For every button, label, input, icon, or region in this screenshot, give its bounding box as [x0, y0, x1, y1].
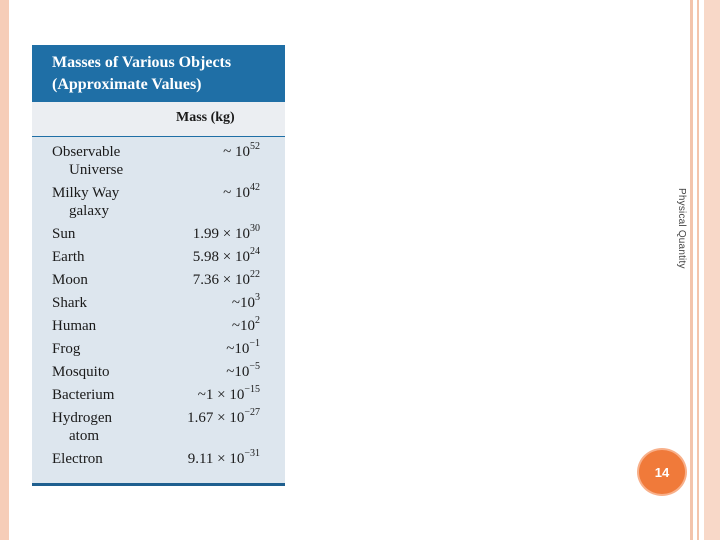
left-decorative-border — [0, 0, 9, 540]
table-title-line2: (Approximate Values) — [52, 76, 202, 93]
table-row — [32, 248, 285, 271]
object-name-text: Shark — [52, 295, 87, 311]
mass-base: 10 — [229, 387, 245, 403]
mass-base: 10 — [235, 249, 250, 265]
object-name — [52, 294, 87, 312]
mass-exponent: −15 — [244, 384, 260, 395]
table-title-line1: Masses of Various Objects — [52, 54, 232, 71]
mass-exponent: 42 — [250, 182, 260, 193]
page-number-badge — [639, 450, 685, 494]
mass-mantissa: 1.67 × — [187, 410, 230, 426]
approx-symbol: ~ — [197, 387, 206, 403]
object-name-continuation: galaxy — [69, 203, 109, 219]
mass-value — [226, 340, 260, 358]
mass-mantissa: 5.98 × — [192, 249, 235, 265]
mass-value — [223, 143, 260, 161]
mass-value — [223, 184, 260, 202]
table-body — [32, 143, 285, 473]
mass-exponent: 2 — [255, 315, 260, 326]
table-row — [32, 340, 285, 363]
mass-value — [193, 248, 260, 266]
mass-exponent: 22 — [250, 269, 260, 280]
object-name-text: Electron — [52, 451, 103, 467]
masses-table — [32, 45, 285, 486]
mass-mantissa: 1.99 × — [192, 226, 235, 242]
object-name — [52, 184, 119, 220]
mass-value — [193, 271, 260, 289]
mass-exponent: 24 — [250, 246, 260, 257]
table-row — [32, 294, 285, 317]
page-number: 14 — [654, 464, 670, 480]
object-name-text: Bacterium — [52, 387, 115, 403]
table-row — [32, 363, 285, 386]
object-name — [52, 225, 75, 243]
table-row — [32, 409, 285, 450]
object-name — [52, 143, 123, 179]
table-row — [32, 225, 285, 248]
mass-value — [226, 363, 260, 381]
object-name — [52, 271, 88, 289]
object-name-text: Hydrogen — [52, 410, 112, 426]
object-name — [52, 409, 112, 445]
object-name — [52, 363, 110, 381]
approx-symbol: ~ — [226, 364, 235, 380]
mass-exponent: −27 — [244, 407, 260, 418]
object-name — [52, 317, 96, 335]
approx-symbol: ~ — [223, 144, 235, 160]
mass-value — [188, 450, 260, 468]
mass-value — [193, 225, 260, 243]
mass-base: 10 — [229, 410, 245, 426]
mass-exponent: 3 — [255, 292, 260, 303]
right-border-band — [704, 0, 720, 540]
object-name — [52, 248, 84, 266]
mass-base: 10 — [234, 364, 250, 380]
side-label: Physical Quantity — [676, 188, 687, 269]
table-row — [32, 143, 285, 184]
mass-base: 10 — [235, 226, 250, 242]
table-row — [32, 386, 285, 409]
mass-value — [187, 409, 260, 427]
object-name-text: Mosquito — [52, 364, 110, 380]
approx-symbol: ~ — [223, 185, 235, 201]
table-row — [32, 271, 285, 294]
mass-base: 10 — [229, 451, 245, 467]
table-row — [32, 184, 285, 225]
approx-symbol: ~ — [231, 318, 240, 334]
right-border-line — [690, 0, 693, 540]
table-row — [32, 450, 285, 473]
column-header-row — [32, 102, 285, 137]
table-title — [32, 45, 285, 102]
object-name — [52, 386, 114, 404]
mass-mantissa: 9.11 × — [187, 451, 230, 467]
mass-base: 10 — [235, 185, 250, 201]
object-name-text: Observable — [52, 144, 121, 160]
object-name-text: Frog — [52, 341, 81, 357]
mass-base: 10 — [235, 144, 250, 160]
object-name-continuation: Universe — [69, 162, 124, 178]
mass-exponent: 30 — [250, 223, 260, 234]
object-name-text: Sun — [52, 226, 76, 242]
object-name-continuation: atom — [69, 428, 99, 444]
mass-exponent: 52 — [250, 141, 260, 152]
mass-base: 10 — [240, 318, 255, 334]
mass-exponent: −1 — [249, 338, 260, 349]
mass-exponent: −5 — [249, 361, 260, 372]
right-border-line — [697, 0, 699, 540]
mass-base: 10 — [240, 295, 255, 311]
table-row — [32, 317, 285, 340]
mass-base: 10 — [235, 272, 250, 288]
object-name — [52, 450, 103, 468]
object-name — [52, 340, 80, 358]
mass-mantissa: 7.36 × — [192, 272, 235, 288]
mass-mantissa: 1 × — [205, 387, 230, 403]
object-name-text: Moon — [52, 272, 88, 288]
approx-symbol: ~ — [226, 341, 235, 357]
mass-exponent: −31 — [244, 448, 260, 459]
mass-value — [232, 317, 260, 335]
object-name-text: Milky Way — [52, 185, 120, 201]
object-name-text: Human — [52, 318, 97, 334]
approx-symbol: ~ — [231, 295, 240, 311]
mass-value — [198, 386, 260, 404]
object-name-text: Earth — [52, 249, 85, 265]
mass-base: 10 — [234, 341, 250, 357]
mass-column-header: Mass (kg) — [176, 110, 235, 125]
mass-value — [232, 294, 260, 312]
